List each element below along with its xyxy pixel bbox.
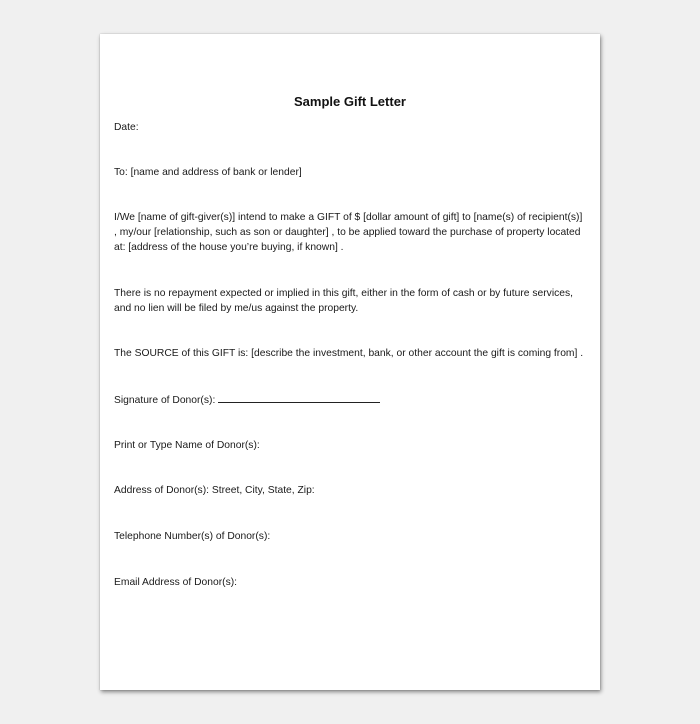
document-page (100, 34, 600, 690)
print-name-label: Print or Type Name of Donor(s): (114, 440, 260, 451)
paragraph1-line3: at: [address of the house you’re buying, if known] . (114, 242, 344, 253)
source-line: The SOURCE of this GIFT is: [describe the investment, bank, or other account the gift is coming from] . (114, 348, 584, 359)
document-title: Sample Gift Letter (294, 94, 406, 109)
telephone-label: Telephone Number(s) of Donor(s): (114, 531, 271, 542)
date-label: Date: (114, 122, 139, 133)
email-label: Email Address of Donor(s): (114, 577, 238, 588)
signature-blank-line (218, 392, 380, 403)
paragraph1-line1: I/We [name of gift-giver(s)] intend to make a GIFT of $ [dollar amount of gift] to [name(s) of recipient(s)] (114, 212, 583, 223)
signature-label: Signature of Donor(s): (114, 395, 216, 406)
address-label: Address of Donor(s): Street, City, State, Zip: (114, 485, 315, 496)
to-line: To: [name and address of bank or lender] (114, 167, 302, 178)
paragraph2-line1: There is no repayment expected or implied in this gift, either in the form of cash or by future services, (114, 288, 573, 299)
paragraph1-line2: , my/our [relationship, such as son or daughter] , to be applied toward the purchase of property located (114, 227, 581, 238)
paragraph2-line2: and no lien will be filed by me/us against the property. (114, 303, 359, 314)
signature-row (114, 392, 590, 408)
